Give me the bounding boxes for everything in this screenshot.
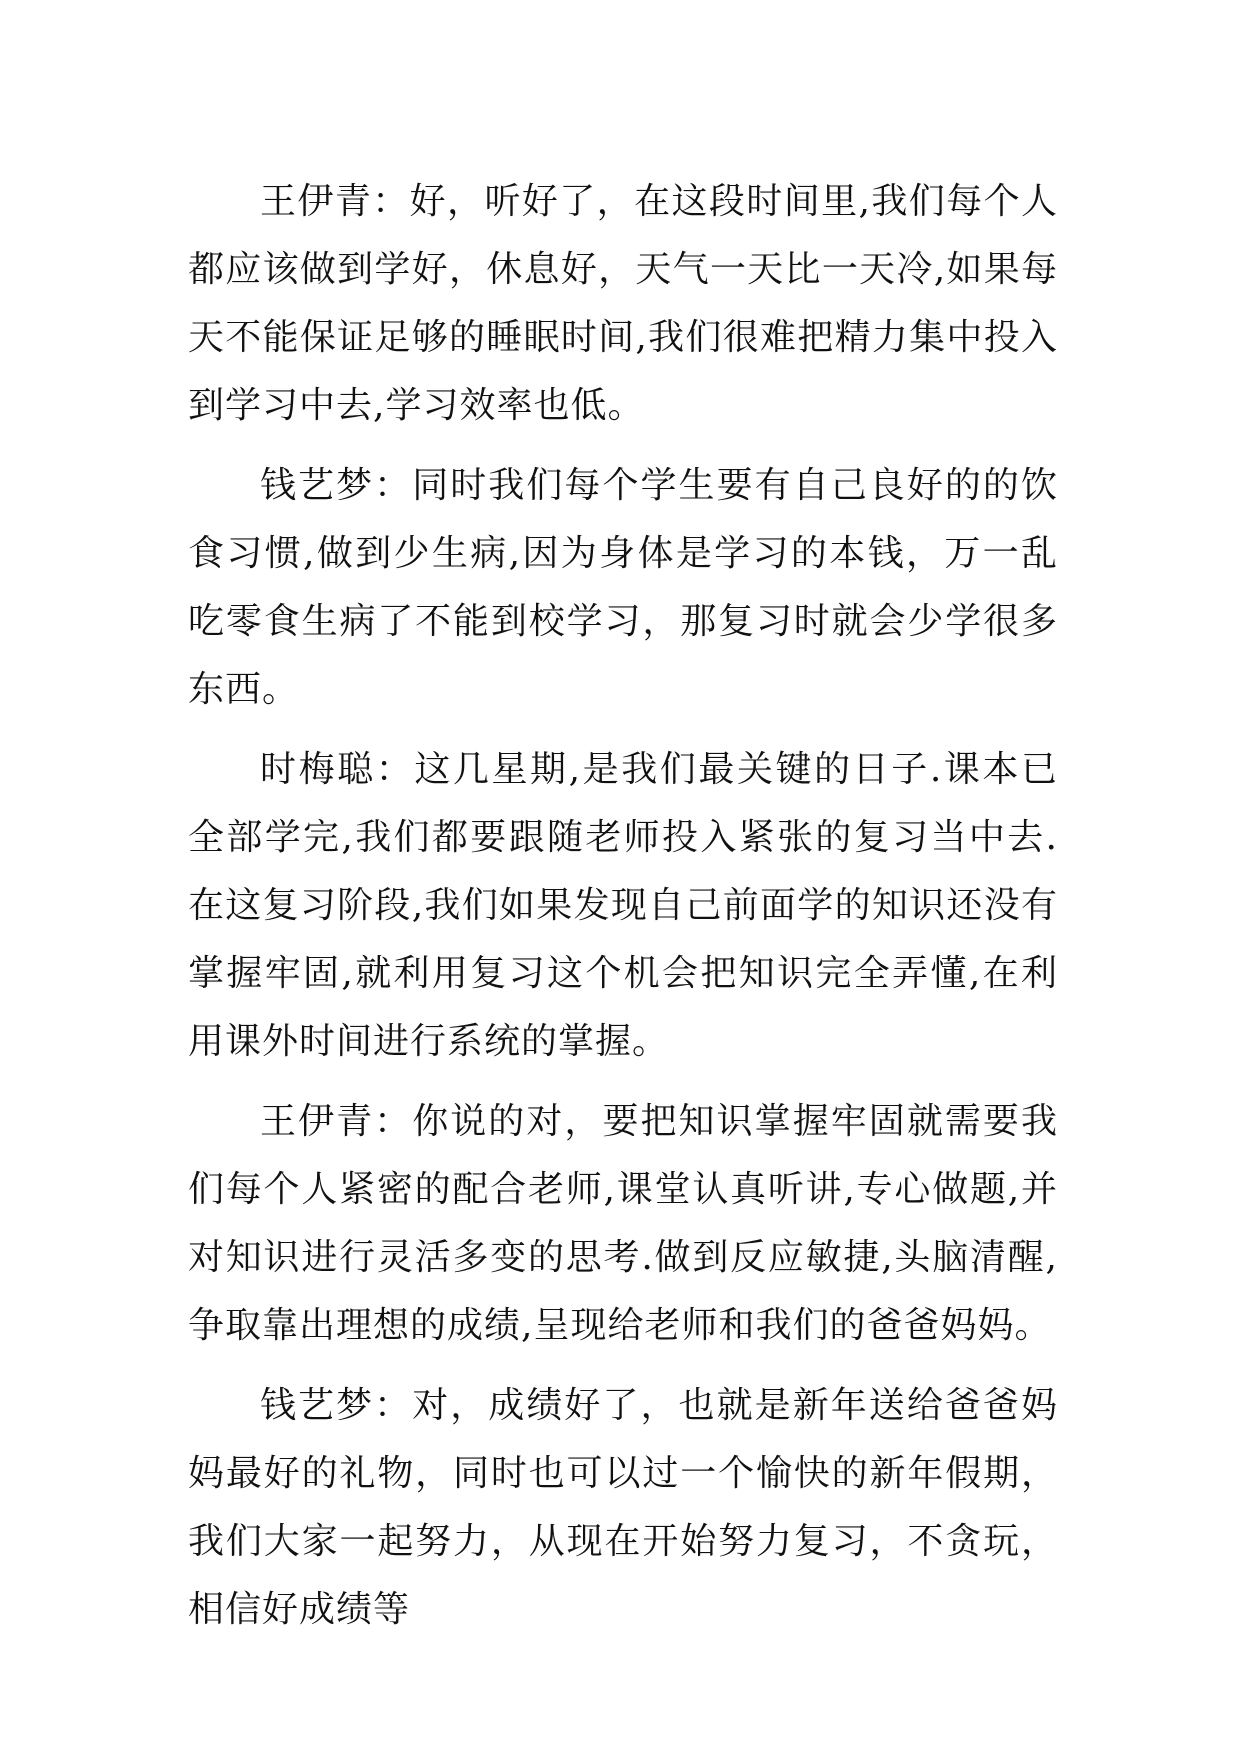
- speaker-label: 王伊青：: [260, 181, 410, 222]
- dialogue-text: 你说的对，要把知识掌握牢固就需要我们每个人紧密的配合老师,课堂认真听讲,专心做题,并对知识进行灵活多变的思考.做到反应敏捷,头脑清醒,争取靠出理想的成绩,呈现给老师和我们的爸爸妈妈。: [188, 1101, 1058, 1346]
- speaker-label: 时梅聪：: [260, 749, 415, 790]
- dialogue-paragraph: [188, 452, 1058, 724]
- dialogue-text: 这几星期,是我们最关键的日子.课本已全部学完,我们都要跟随老师投入紧张的复习当中去.在这复习阶段,我们如果发现自己前面学的知识还没有掌握牢固,就利用复习这个机会把知识完全弄懂,在利用课外时间进行系统的掌握。: [188, 749, 1058, 1062]
- speaker-label: 钱艺梦：: [260, 465, 413, 506]
- dialogue-paragraph: [188, 1372, 1058, 1644]
- document-body: [188, 168, 1058, 1656]
- dialogue-paragraph: [188, 168, 1058, 440]
- speaker-label: 钱艺梦：: [260, 1385, 413, 1426]
- dialogue-paragraph: [188, 1088, 1058, 1360]
- dialogue-text: 对，成绩好了，也就是新年送给爸爸妈妈最好的礼物，同时也可以过一个愉快的新年假期，我们大家一起努力，从现在开始努力复习，不贪玩，相信好成绩等: [188, 1385, 1058, 1630]
- dialogue-text: 同时我们每个学生要有自己良好的的饮食习惯,做到少生病,因为身体是学习的本钱，万一乱吃零食生病了不能到校学习，那复习时就会少学很多东西。: [188, 465, 1058, 710]
- speaker-label: 王伊青：: [260, 1101, 413, 1142]
- dialogue-paragraph: [188, 736, 1058, 1076]
- dialogue-text: 好，听好了，在这段时间里,我们每个人都应该做到学好，休息好，天气一天比一天冷,如果每天不能保证足够的睡眠时间,我们很难把精力集中投入到学习中去,学习效率也低。: [188, 181, 1058, 426]
